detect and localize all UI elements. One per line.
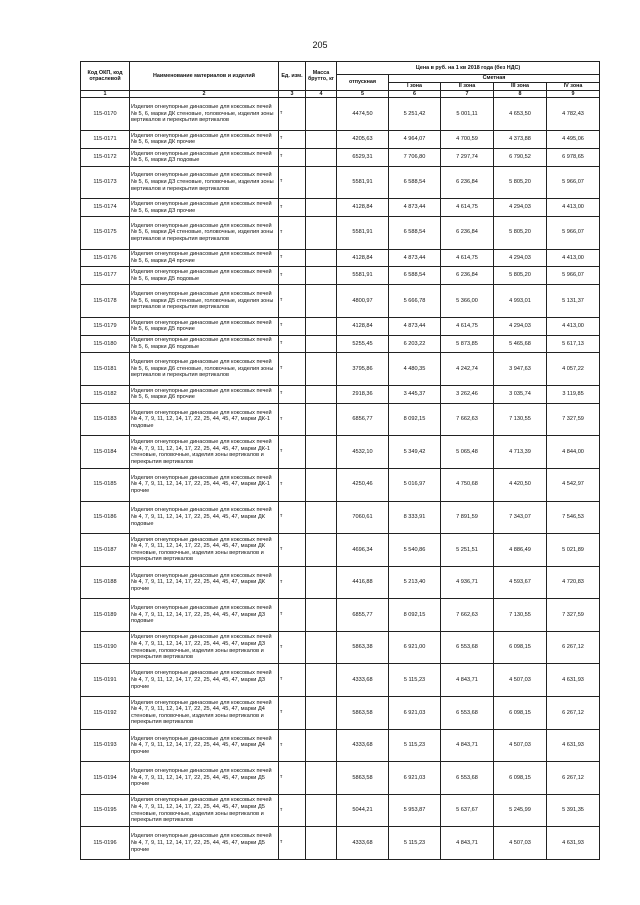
zone-4-price-cell: 5 131,37 [547,285,600,318]
zone-1-price-cell: 6 921,03 [389,697,441,730]
item-name-cell: Изделия огнеупорные динасовые для коксовых печей № 4, 7, 9, 11, 12, 14, 17, 22, 25, 44, 45, 47, марки ДК подовые [130,501,279,534]
unit-cell: т [279,353,306,386]
zone-4-price-cell: 6 267,12 [547,631,600,664]
okp-code-cell: 115-0181 [81,353,130,386]
zone-3-price-cell: 4 886,49 [494,534,547,567]
mass-cell [306,249,337,267]
zone-2-price-cell: 4 750,68 [441,468,494,501]
zone-3-price-cell: 6 098,15 [494,631,547,664]
zone-1-price-cell: 5 115,23 [389,729,441,762]
table-row [81,249,600,267]
item-name-cell: Изделия огнеупорные динасовые для коксовых печей № 4, 7, 9, 11, 12, 14, 17, 22, 25, 44, 45, 47, марки Д4 прочие [130,729,279,762]
table-row [81,267,600,285]
zone-4-price-cell: 4 413,00 [547,249,600,267]
zone-2-price-cell: 7 297,74 [441,148,494,166]
zone-4-price-cell: 3 119,85 [547,385,600,403]
zone-2-price-cell: 5 065,48 [441,436,494,469]
unit-cell: т [279,267,306,285]
okp-code-cell: 115-0171 [81,130,130,148]
zone-4-price-cell: 4 413,00 [547,199,600,217]
release-price-cell: 4333,68 [337,827,389,860]
zone-4-price-cell: 4 631,93 [547,664,600,697]
mass-cell [306,501,337,534]
item-name-cell: Изделия огнеупорные динасовые для коксовых печей № 4, 7, 9, 11, 12, 14, 17, 22, 25, 44, 45, 47, марки Д4 стеновые, головочные, изделия зоны вертикалов и перекрытия вертикалов [130,697,279,730]
unit-cell: т [279,199,306,217]
release-price-cell: 4800,97 [337,285,389,318]
release-price-cell: 6856,77 [337,403,389,436]
col-number: 8 [494,91,547,98]
zone-1-price-cell: 5 540,86 [389,534,441,567]
zone-4-price-cell: 5 391,35 [547,794,600,827]
zone-1-price-cell: 4 873,44 [389,199,441,217]
item-name-cell: Изделия огнеупорные динасовые для коксовых печей № 4, 7, 9, 11, 12, 14, 17, 22, 25, 44, 45, 47, марки Д5 прочие [130,827,279,860]
mass-cell [306,403,337,436]
zone-4-price-cell: 4 782,43 [547,98,600,131]
table-row [81,285,600,318]
zone-3-price-cell: 4 507,03 [494,729,547,762]
zone-3-price-cell: 4 294,03 [494,249,547,267]
release-price-cell: 5044,21 [337,794,389,827]
zone-3-price-cell: 4 713,39 [494,436,547,469]
release-price-cell: 2918,36 [337,385,389,403]
item-name-cell: Изделия огнеупорные динасовые для коксовых печей № 4, 7, 9, 11, 12, 14, 17, 22, 25, 44, 45, 47, марки Д5 прочие [130,762,279,795]
zone-2-price-cell: 6 553,68 [441,697,494,730]
zone-4-price-cell: 5 966,07 [547,216,600,249]
zone-1-price-cell: 4 873,44 [389,317,441,335]
release-price-cell: 5581,91 [337,166,389,199]
unit-cell: т [279,827,306,860]
zone-3-price-cell: 3 035,74 [494,385,547,403]
okp-code-cell: 115-0173 [81,166,130,199]
zone-2-price-cell: 3 262,46 [441,385,494,403]
zone-4-price-cell: 5 966,07 [547,267,600,285]
unit-cell: т [279,794,306,827]
item-name-cell: Изделия огнеупорные динасовые для коксовых печей № 4, 7, 9, 11, 12, 14, 17, 22, 25, 44, 45, 47, марки ДЗ прочие [130,664,279,697]
zone-1-price-cell: 5 016,97 [389,468,441,501]
zone-2-price-cell: 7 662,63 [441,403,494,436]
zone-4-price-cell: 4 495,06 [547,130,600,148]
release-price-cell: 4474,50 [337,98,389,131]
okp-code-cell: 115-0183 [81,403,130,436]
zone-3-price-cell: 6 098,15 [494,697,547,730]
release-price-cell: 3795,86 [337,353,389,386]
okp-code-cell: 115-0191 [81,664,130,697]
zone-1-price-cell: 5 953,87 [389,794,441,827]
unit-cell: т [279,501,306,534]
mass-cell [306,385,337,403]
item-name-cell: Изделия огнеупорные динасовые для коксовых печей № 5, 6, марки ДЗ прочие [130,199,279,217]
zone-1-price-cell: 5 666,78 [389,285,441,318]
zone-2-price-cell: 4 614,75 [441,317,494,335]
zone-4-price-cell: 6 267,12 [547,697,600,730]
mass-cell [306,566,337,599]
release-price-cell: 4128,84 [337,199,389,217]
mass-cell [306,534,337,567]
release-price-cell: 7060,61 [337,501,389,534]
table-row [81,166,600,199]
zone-3-price-cell: 5 245,99 [494,794,547,827]
zone-2-price-cell: 4 843,71 [441,664,494,697]
item-name-cell: Изделия огнеупорные динасовые для коксовых печей № 5, 6, марки ДЗ подовые [130,148,279,166]
item-name-cell: Изделия огнеупорные динасовые для коксовых печей № 4, 7, 9, 11, 12, 14, 17, 22, 25, 44, 45, 47, марки ДК-1 подовые [130,403,279,436]
okp-code-cell: 115-0176 [81,249,130,267]
mass-cell [306,335,337,353]
okp-code-cell: 115-0179 [81,317,130,335]
unit-cell: т [279,285,306,318]
page-number: 205 [312,40,328,50]
item-name-cell: Изделия огнеупорные динасовые для коксовых печей № 5, 6, марки Д6 подовые [130,335,279,353]
mass-cell [306,148,337,166]
zone-1-price-cell: 3 445,37 [389,385,441,403]
zone-2-price-cell: 4 843,71 [441,827,494,860]
table-row [81,762,600,795]
table-row [81,566,600,599]
item-name-cell: Изделия огнеупорные динасовые для коксовых печей № 4, 7, 9, 11, 12, 14, 17, 22, 25, 44, 45, 47, марки ДК-1 стеновые, головочные, изделия зоны вертикалов и перекрытия вертикалов [130,436,279,469]
unit-cell: т [279,403,306,436]
zone-4-price-cell: 7 327,59 [547,599,600,632]
okp-code-cell: 115-0192 [81,697,130,730]
zone-3-price-cell: 5 805,20 [494,166,547,199]
okp-code-cell: 115-0195 [81,794,130,827]
okp-code-cell: 115-0184 [81,436,130,469]
zone-3-price-cell: 7 130,55 [494,403,547,436]
unit-cell: т [279,534,306,567]
table-row [81,599,600,632]
zone-3-price-cell: 4 294,03 [494,199,547,217]
mass-cell [306,166,337,199]
okp-code-cell: 115-0182 [81,385,130,403]
zone-2-price-cell: 5 637,67 [441,794,494,827]
price-table [80,61,600,860]
release-price-cell: 5863,58 [337,762,389,795]
zone-4-price-cell: 5 966,07 [547,166,600,199]
zone-1-price-cell: 5 115,23 [389,827,441,860]
zone-1-price-cell: 6 921,00 [389,631,441,664]
zone-1-price-cell: 6 921,03 [389,762,441,795]
zone-4-price-cell: 4 542,97 [547,468,600,501]
release-price-cell: 5863,58 [337,697,389,730]
zone-1-price-cell: 6 588,54 [389,166,441,199]
header-zone-3: III зона [494,83,547,91]
zone-2-price-cell: 4 242,74 [441,353,494,386]
table-row [81,199,600,217]
zone-1-price-cell: 6 588,54 [389,216,441,249]
zone-1-price-cell: 5 115,23 [389,664,441,697]
zone-2-price-cell: 5 251,51 [441,534,494,567]
okp-code-cell: 115-0188 [81,566,130,599]
release-price-cell: 5863,38 [337,631,389,664]
mass-cell [306,267,337,285]
zone-1-price-cell: 7 706,80 [389,148,441,166]
okp-code-cell: 115-0186 [81,501,130,534]
zone-1-price-cell: 4 873,44 [389,249,441,267]
item-name-cell: Изделия огнеупорные динасовые для коксовых печей № 4, 7, 9, 11, 12, 14, 17, 22, 25, 44, 45, 47, марки ДЗ стеновые, головочные, изделия зоны вертикалов и перекрытия вертикалов [130,631,279,664]
col-number: 2 [130,91,279,98]
release-price-cell: 6529,31 [337,148,389,166]
zone-1-price-cell: 4 480,35 [389,353,441,386]
zone-4-price-cell: 6 267,12 [547,762,600,795]
mass-cell [306,98,337,131]
zone-2-price-cell: 4 843,71 [441,729,494,762]
table-row [81,148,600,166]
col-number: 1 [81,91,130,98]
item-name-cell: Изделия огнеупорные динасовые для коксовых печей № 5, 6, марки Д6 прочие [130,385,279,403]
zone-3-price-cell: 4 507,03 [494,827,547,860]
zone-3-price-cell: 4 373,88 [494,130,547,148]
header-mass: Масса брутто, кг [306,62,337,91]
table-row [81,353,600,386]
zone-1-price-cell: 5 251,42 [389,98,441,131]
release-price-cell: 4696,34 [337,534,389,567]
zone-4-price-cell: 7 327,59 [547,403,600,436]
item-name-cell: Изделия огнеупорные динасовые для коксовых печей № 4, 7, 9, 11, 12, 14, 17, 22, 25, 44, 45, 47, марки ДК стеновые, головочные, изделия зоны вертикалов и перекрытия вертикалов [130,534,279,567]
zone-4-price-cell: 6 978,65 [547,148,600,166]
release-price-cell: 4416,88 [337,566,389,599]
unit-cell: т [279,697,306,730]
item-name-cell: Изделия огнеупорные динасовые для коксовых печей № 5, 6, марки Д5 подовые [130,267,279,285]
mass-cell [306,729,337,762]
table-row [81,216,600,249]
item-name-cell: Изделия огнеупорные динасовые для коксовых печей № 5, 6, марки ДЗ стеновые, головочные, изделия зоны вертикалов и перекрытия вертикалов [130,166,279,199]
header-okp-code: Код ОКП, код отраслевой [81,62,130,91]
zone-3-price-cell: 4 420,50 [494,468,547,501]
item-name-cell: Изделия огнеупорные динасовые для коксовых печей № 4, 7, 9, 11, 12, 14, 17, 22, 25, 44, 45, 47, марки ДЗ подовые [130,599,279,632]
release-price-cell: 5581,91 [337,216,389,249]
zone-4-price-cell: 7 546,53 [547,501,600,534]
zone-2-price-cell: 6 553,68 [441,762,494,795]
zone-3-price-cell: 4 507,03 [494,664,547,697]
okp-code-cell: 115-0177 [81,267,130,285]
zone-4-price-cell: 4 844,00 [547,436,600,469]
okp-code-cell: 115-0196 [81,827,130,860]
mass-cell [306,285,337,318]
mass-cell [306,631,337,664]
mass-cell [306,353,337,386]
zone-3-price-cell: 5 805,20 [494,267,547,285]
item-name-cell: Изделия огнеупорные динасовые для коксовых печей № 5, 6, марки Д4 прочие [130,249,279,267]
zone-2-price-cell: 7 662,63 [441,599,494,632]
header-zone-2: II зона [441,83,494,91]
zone-3-price-cell: 4 593,67 [494,566,547,599]
item-name-cell: Изделия огнеупорные динасовые для коксовых печей № 5, 6, марки Д5 стеновые, головочные, изделия зоны вертикалов и перекрытия вертикалов [130,285,279,318]
release-price-cell: 5255,45 [337,335,389,353]
zone-3-price-cell: 5 465,68 [494,335,547,353]
release-price-cell: 4333,68 [337,729,389,762]
unit-cell: т [279,664,306,697]
okp-code-cell: 115-0172 [81,148,130,166]
unit-cell: т [279,317,306,335]
unit-cell: т [279,631,306,664]
col-number: 7 [441,91,494,98]
table-row [81,98,600,131]
okp-code-cell: 115-0174 [81,199,130,217]
okp-code-cell: 115-0193 [81,729,130,762]
item-name-cell: Изделия огнеупорные динасовые для коксовых печей № 4, 7, 9, 11, 12, 14, 17, 22, 25, 44, 45, 47, марки ДК-1 прочие [130,468,279,501]
table-row [81,534,600,567]
item-name-cell: Изделия огнеупорные динасовые для коксовых печей № 4, 7, 9, 11, 12, 14, 17, 22, 25, 44, 45, 47, марки ДК прочие [130,566,279,599]
mass-cell [306,130,337,148]
zone-4-price-cell: 5 021,89 [547,534,600,567]
okp-code-cell: 115-0190 [81,631,130,664]
item-name-cell: Изделия огнеупорные динасовые для коксовых печей № 5, 6, марки ДК прочие [130,130,279,148]
header-zone-1: I зона [389,83,441,91]
header-release: отпускная [337,75,389,91]
release-price-cell: 4128,84 [337,317,389,335]
item-name-cell: Изделия огнеупорные динасовые для коксовых печей № 5, 6, марки Д4 стеновые, головочные, изделия зоны вертикалов и перекрытия вертикалов [130,216,279,249]
header-zone-4: IV зона [547,83,600,91]
mass-cell [306,317,337,335]
unit-cell: т [279,249,306,267]
zone-2-price-cell: 6 236,84 [441,216,494,249]
release-price-cell: 4205,63 [337,130,389,148]
zone-2-price-cell: 4 614,75 [441,199,494,217]
item-name-cell: Изделия огнеупорные динасовые для коксовых печей № 5, 6, марки ДК стеновые, головочные, изделия зоны вертикалов и перекрытия вертикалов [130,98,279,131]
unit-cell: т [279,599,306,632]
mass-cell [306,762,337,795]
zone-3-price-cell: 3 947,63 [494,353,547,386]
zone-1-price-cell: 8 333,91 [389,501,441,534]
zone-4-price-cell: 4 720,83 [547,566,600,599]
table-row [81,501,600,534]
table-body [81,98,600,860]
zone-2-price-cell: 6 236,84 [441,267,494,285]
col-number: 4 [306,91,337,98]
mass-cell [306,199,337,217]
zone-3-price-cell: 6 790,52 [494,148,547,166]
zone-4-price-cell: 4 631,93 [547,827,600,860]
unit-cell: т [279,166,306,199]
unit-cell: т [279,216,306,249]
zone-2-price-cell: 4 700,59 [441,130,494,148]
col-number: 9 [547,91,600,98]
zone-2-price-cell: 5 873,85 [441,335,494,353]
release-price-cell: 4128,84 [337,249,389,267]
okp-code-cell: 115-0194 [81,762,130,795]
zone-1-price-cell: 8 092,15 [389,599,441,632]
table-row [81,631,600,664]
unit-cell: т [279,148,306,166]
mass-cell [306,827,337,860]
item-name-cell: Изделия огнеупорные динасовые для коксовых печей № 4, 7, 9, 11, 12, 14, 17, 22, 25, 44, 45, 47, марки Д5 стеновые, головочные, изделия зоны вертикалов и перекрытия вертикалов [130,794,279,827]
item-name-cell: Изделия огнеупорные динасовые для коксовых печей № 5, 6, марки Д6 стеновые, головочные, изделия зоны вертикалов и перекрытия вертикалов [130,353,279,386]
zone-4-price-cell: 4 631,93 [547,729,600,762]
header-price-group: Цена в руб. на 1 кв 2018 года (без НДС) [337,62,600,75]
unit-cell: т [279,385,306,403]
zone-2-price-cell: 7 891,59 [441,501,494,534]
zone-3-price-cell: 4 294,03 [494,317,547,335]
zone-1-price-cell: 5 213,40 [389,566,441,599]
table-row [81,385,600,403]
zone-4-price-cell: 4 057,22 [547,353,600,386]
mass-cell [306,216,337,249]
release-price-cell: 4333,68 [337,664,389,697]
mass-cell [306,664,337,697]
unit-cell: т [279,762,306,795]
okp-code-cell: 115-0170 [81,98,130,131]
unit-cell: т [279,335,306,353]
item-name-cell: Изделия огнеупорные динасовые для коксовых печей № 5, 6, марки Д5 прочие [130,317,279,335]
okp-code-cell: 115-0180 [81,335,130,353]
mass-cell [306,436,337,469]
table-row [81,317,600,335]
mass-cell [306,468,337,501]
zone-1-price-cell: 6 588,54 [389,267,441,285]
mass-cell [306,599,337,632]
zone-3-price-cell: 5 805,20 [494,216,547,249]
zone-2-price-cell: 4 614,75 [441,249,494,267]
table-row [81,827,600,860]
zone-3-price-cell: 4 653,50 [494,98,547,131]
zone-2-price-cell: 5 001,11 [441,98,494,131]
unit-cell: т [279,436,306,469]
zone-4-price-cell: 5 617,13 [547,335,600,353]
table-row [81,664,600,697]
zone-2-price-cell: 6 553,68 [441,631,494,664]
okp-code-cell: 115-0185 [81,468,130,501]
col-number: 6 [389,91,441,98]
table-row [81,794,600,827]
zone-2-price-cell: 6 236,84 [441,166,494,199]
table-row [81,729,600,762]
table-row [81,468,600,501]
zone-3-price-cell: 7 343,07 [494,501,547,534]
mass-cell [306,697,337,730]
unit-cell: т [279,729,306,762]
okp-code-cell: 115-0178 [81,285,130,318]
release-price-cell: 4532,10 [337,436,389,469]
mass-cell [306,794,337,827]
okp-code-cell: 115-0189 [81,599,130,632]
unit-cell: т [279,98,306,131]
okp-code-cell: 115-0187 [81,534,130,567]
release-price-cell: 4250,46 [337,468,389,501]
zone-3-price-cell: 4 993,01 [494,285,547,318]
col-number: 3 [279,91,306,98]
zone-1-price-cell: 8 092,15 [389,403,441,436]
table-row [81,335,600,353]
zone-2-price-cell: 5 366,00 [441,285,494,318]
release-price-cell: 5581,91 [337,267,389,285]
header-unit: Ед. изм. [279,62,306,91]
release-price-cell: 6855,77 [337,599,389,632]
zone-2-price-cell: 4 936,71 [441,566,494,599]
table-row [81,130,600,148]
unit-cell: т [279,566,306,599]
zone-1-price-cell: 5 349,42 [389,436,441,469]
table-row [81,697,600,730]
zone-3-price-cell: 6 098,15 [494,762,547,795]
col-number: 5 [337,91,389,98]
header-estimate: Сметная [389,75,600,83]
table-row [81,436,600,469]
okp-code-cell: 115-0175 [81,216,130,249]
zone-4-price-cell: 4 413,00 [547,317,600,335]
header-name: Наименование материалов и изделий [130,62,279,91]
unit-cell: т [279,468,306,501]
table-row [81,403,600,436]
zone-1-price-cell: 6 203,22 [389,335,441,353]
unit-cell: т [279,130,306,148]
zone-3-price-cell: 7 130,55 [494,599,547,632]
zone-1-price-cell: 4 964,07 [389,130,441,148]
